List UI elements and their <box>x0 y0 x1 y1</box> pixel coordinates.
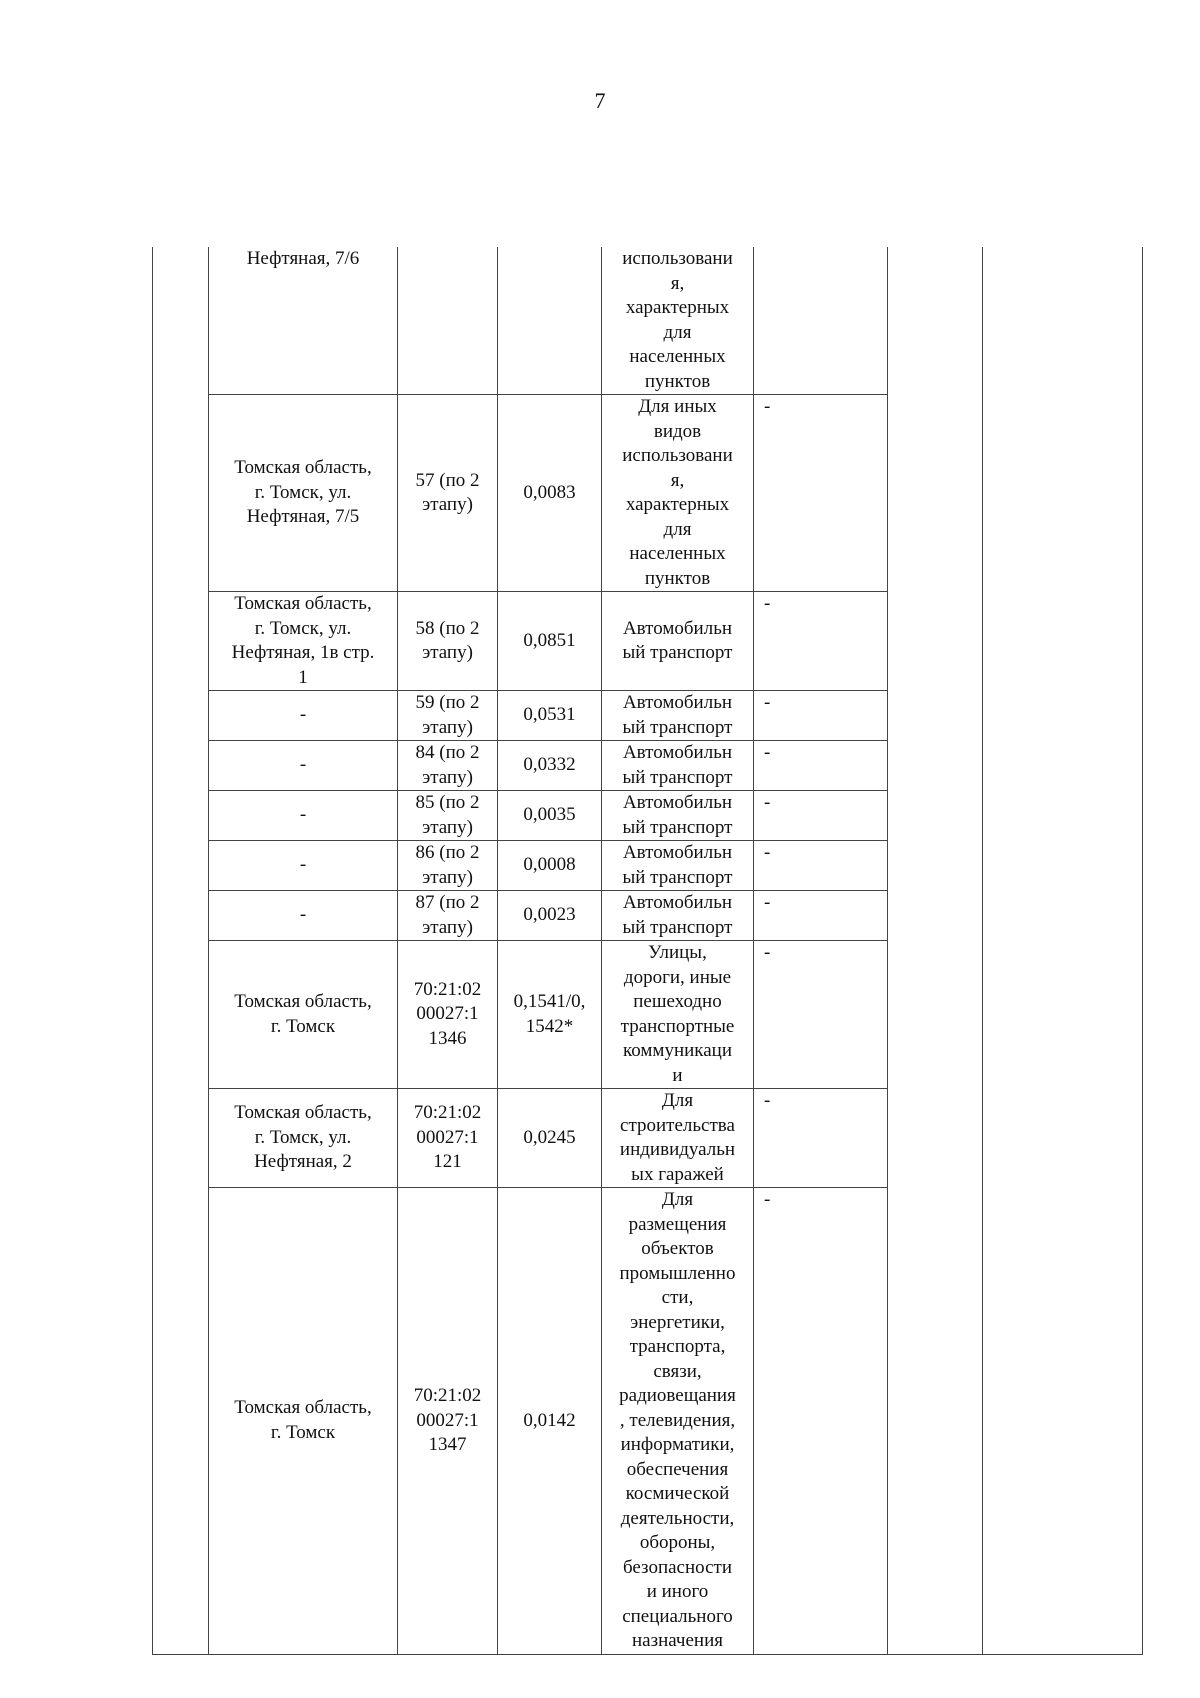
address-text: Томская область, г. Томск, ул. Нефтяная, 7/5 <box>234 457 372 528</box>
number-cell <box>398 691 498 741</box>
usage-cell <box>602 1188 754 1655</box>
row-index-column <box>153 247 209 1654</box>
address-text: - <box>299 854 307 876</box>
address-cell <box>209 1089 398 1188</box>
number-cell <box>398 741 498 791</box>
land-plots-table <box>152 247 1143 1655</box>
number-cell <box>398 395 498 592</box>
usage-cell <box>602 891 754 941</box>
usage-text: Для строительства индивидуальн ых гаражей <box>619 1090 736 1185</box>
area-text: 0,0023 <box>523 904 576 926</box>
note-text: - <box>764 692 771 713</box>
area-cell <box>498 395 602 592</box>
number-text: 59 (по 2 этапу) <box>415 692 480 738</box>
usage-cell <box>602 841 754 891</box>
area-text: 0,0851 <box>523 629 576 651</box>
note-cell <box>754 741 888 791</box>
usage-text: Автомобильн ый транспорт <box>622 842 733 888</box>
area-cell <box>498 841 602 891</box>
usage-text: Автомобильн ый транспорт <box>622 692 733 738</box>
usage-text: Для размещения объектов промышленно сти, энергетики, транспорта, связи, радиовещания , телевидения, информатики, обеспечения космической деятельности, обороны, безопасности и иного специального назначения <box>619 1189 736 1651</box>
number-text: 58 (по 2 этапу) <box>415 617 480 663</box>
usage-text: Для иных видов использовани я, характерных для населенных пунктов <box>622 396 733 589</box>
usage-text: Автомобильн ый транспорт <box>622 892 733 938</box>
area-cell <box>498 741 602 791</box>
empty-column-2 <box>983 247 1143 1654</box>
usage-text: Автомобильн ый транспорт <box>622 617 733 663</box>
area-text: 0,0332 <box>523 754 576 776</box>
address-text: Томская область, г. Томск, ул. Нефтяная, 2 <box>234 1102 372 1173</box>
usage-cell <box>602 247 754 395</box>
note-text: - <box>764 842 771 863</box>
number-cell <box>398 592 498 691</box>
address-text: Томская область, г. Томск, ул. Нефтяная, 1в стр. 1 <box>231 593 375 688</box>
note-text: - <box>764 942 771 963</box>
table-row <box>153 247 1143 395</box>
number-cell <box>398 891 498 941</box>
note-cell <box>754 592 888 691</box>
address-cell <box>209 691 398 741</box>
address-cell <box>209 247 398 395</box>
usage-cell <box>602 1089 754 1188</box>
area-cell <box>498 247 602 395</box>
address-text: - <box>299 904 307 926</box>
note-cell <box>754 791 888 841</box>
note-text: - <box>764 1090 771 1111</box>
page-number: 7 <box>594 88 606 113</box>
area-cell <box>498 1089 602 1188</box>
number-text: 86 (по 2 этапу) <box>415 842 480 888</box>
number-cell <box>398 941 498 1089</box>
address-text: Нефтяная, 7/6 <box>246 248 360 269</box>
address-cell <box>209 1188 398 1655</box>
number-cell <box>398 841 498 891</box>
number-text: 70:21:02 00027:1 121 <box>413 1102 482 1173</box>
note-cell <box>754 1188 888 1655</box>
area-text: 0,0531 <box>523 704 576 726</box>
address-cell <box>209 941 398 1089</box>
area-text: 0,0035 <box>523 804 576 826</box>
usage-cell <box>602 941 754 1089</box>
area-cell <box>498 1188 602 1655</box>
address-cell <box>209 741 398 791</box>
area-text: 0,0083 <box>523 481 576 503</box>
address-cell <box>209 891 398 941</box>
number-text: 70:21:02 00027:1 1347 <box>413 1385 482 1455</box>
number-cell <box>398 791 498 841</box>
usage-cell <box>602 592 754 691</box>
note-cell <box>754 395 888 592</box>
note-text: - <box>764 792 771 813</box>
area-cell <box>498 592 602 691</box>
note-cell <box>754 841 888 891</box>
note-cell <box>754 941 888 1089</box>
note-cell <box>754 247 888 395</box>
number-text: 84 (по 2 этапу) <box>415 742 480 788</box>
area-text: 0,0008 <box>523 854 576 876</box>
address-text: Томская область, г. Томск <box>234 1397 372 1443</box>
usage-cell <box>602 791 754 841</box>
address-cell <box>209 592 398 691</box>
area-text: 0,0142 <box>523 1409 576 1431</box>
note-cell <box>754 1089 888 1188</box>
number-text: 87 (по 2 этапу) <box>415 892 480 938</box>
address-cell <box>209 841 398 891</box>
number-cell <box>398 247 498 395</box>
note-text: - <box>764 892 771 913</box>
address-text: Томская область, г. Томск <box>234 991 372 1037</box>
area-cell <box>498 941 602 1089</box>
note-text: - <box>764 396 771 417</box>
number-cell <box>398 1188 498 1655</box>
usage-cell <box>602 395 754 592</box>
usage-text: Автомобильн ый транспорт <box>622 792 733 838</box>
number-text: 70:21:02 00027:1 1346 <box>413 978 482 1049</box>
number-text: 57 (по 2 этапу) <box>415 469 480 515</box>
usage-cell <box>602 691 754 741</box>
note-cell <box>754 691 888 741</box>
address-cell <box>209 791 398 841</box>
address-cell <box>209 395 398 592</box>
area-text: 0,0245 <box>523 1126 576 1148</box>
area-cell <box>498 691 602 741</box>
usage-text: Улицы, дороги, иные пешеходно транспортные коммуникаци и <box>620 942 735 1086</box>
area-cell <box>498 891 602 941</box>
empty-column-1 <box>888 247 983 1654</box>
address-text: - <box>299 704 307 726</box>
note-text: - <box>764 1189 771 1210</box>
address-text: - <box>299 804 307 826</box>
number-cell <box>398 1089 498 1188</box>
address-text: - <box>299 754 307 776</box>
number-text: 85 (по 2 этапу) <box>415 792 480 838</box>
usage-cell <box>602 741 754 791</box>
area-cell <box>498 791 602 841</box>
usage-text: Автомобильн ый транспорт <box>622 742 733 788</box>
area-text: 0,1541/0, 1542* <box>513 991 586 1037</box>
note-text: - <box>764 742 771 763</box>
note-text: - <box>764 593 771 614</box>
usage-text: использовани я, характерных для населенных пунктов <box>622 248 733 392</box>
note-cell <box>754 891 888 941</box>
